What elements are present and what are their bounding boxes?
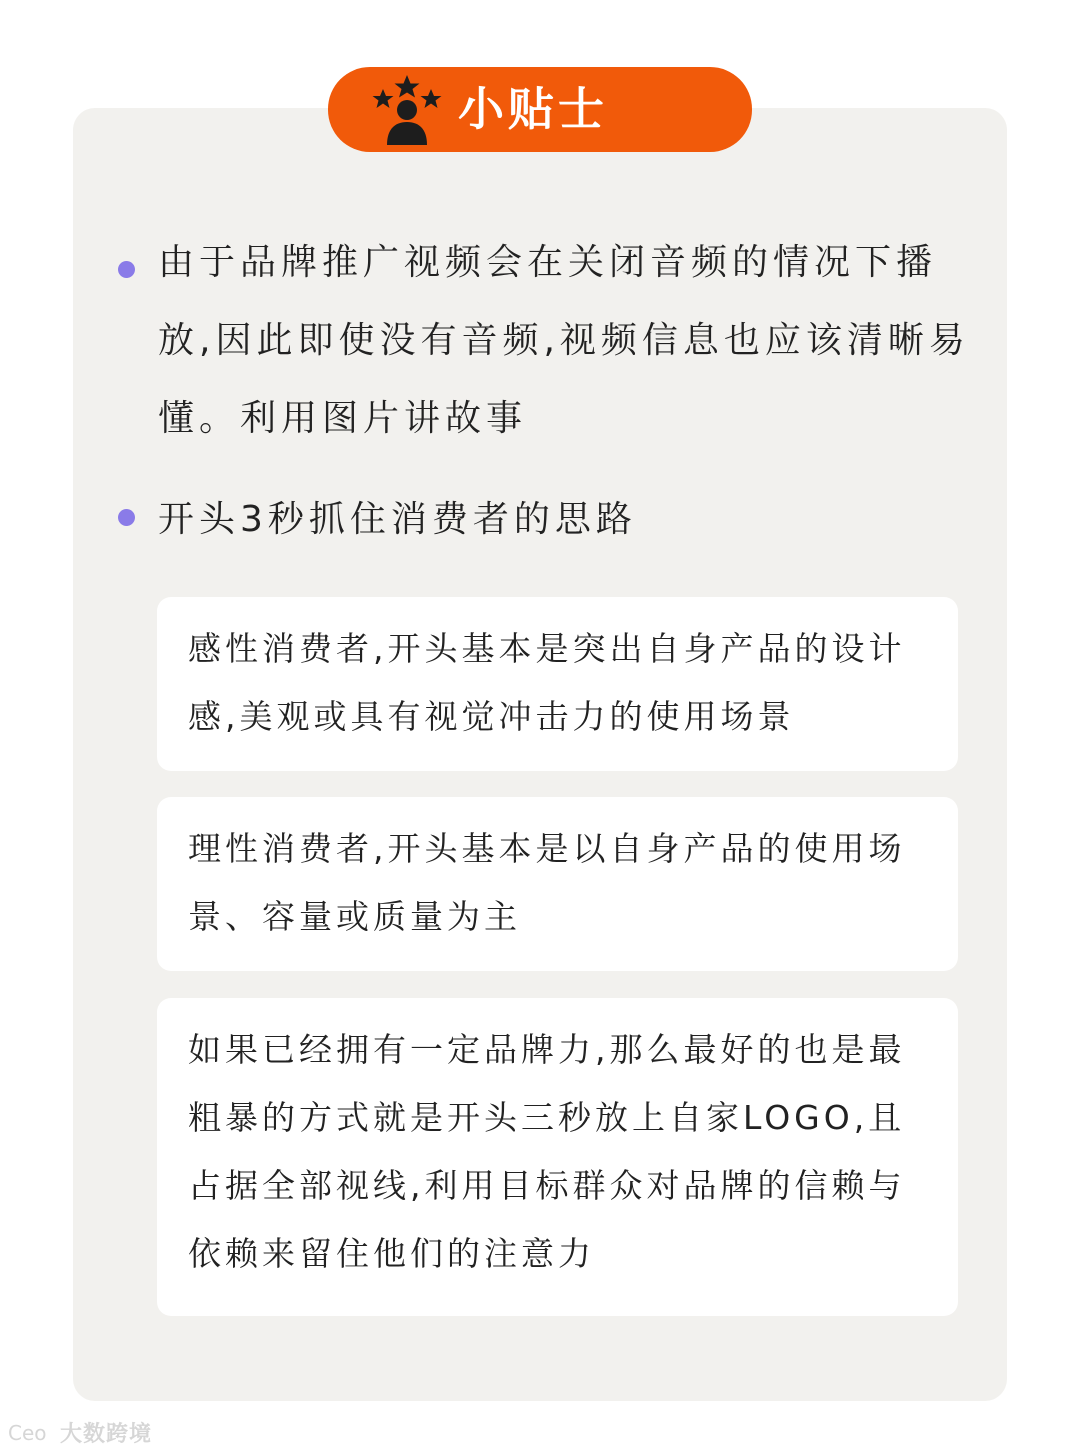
tip-card-text: 理性消费者,开头基本是以自身产品的使用场景、容量或质量为主: [188, 829, 906, 936]
bullet-dot-icon: [118, 261, 135, 278]
tips-badge: [328, 67, 752, 152]
tip-card: [157, 998, 958, 1316]
tip-card: [157, 797, 958, 971]
tip-card: [157, 597, 958, 771]
tips-title: 小贴士: [458, 82, 608, 136]
svg-text:Ceo: Ceo: [8, 1421, 47, 1445]
person-stars-icon: [372, 73, 442, 145]
bullet-text: 开头3秒抓住消费者的思路: [158, 499, 637, 540]
watermark-text: 大数跨境: [60, 1421, 153, 1447]
watermark-logo-icon: [8, 1418, 54, 1446]
bullet-dot-icon: [118, 509, 135, 526]
watermark: [8, 1416, 152, 1448]
tip-card-text: 如果已经拥有一定品牌力,那么最好的也是最粗暴的方式就是开头三秒放上自家LOGO,且占据全部视线,利用目标群众对品牌的信赖与依赖来留住他们的注意力: [188, 1030, 906, 1273]
tip-card-text: 感性消费者,开头基本是突出自身产品的设计感,美观或具有视觉冲击力的使用场景: [188, 629, 906, 736]
bullet-text: 由于品牌推广视频会在关闭音频的情况下播放,因此即使没有音频,视频信息也应该清晰易懂。利用图片讲故事: [158, 242, 970, 439]
